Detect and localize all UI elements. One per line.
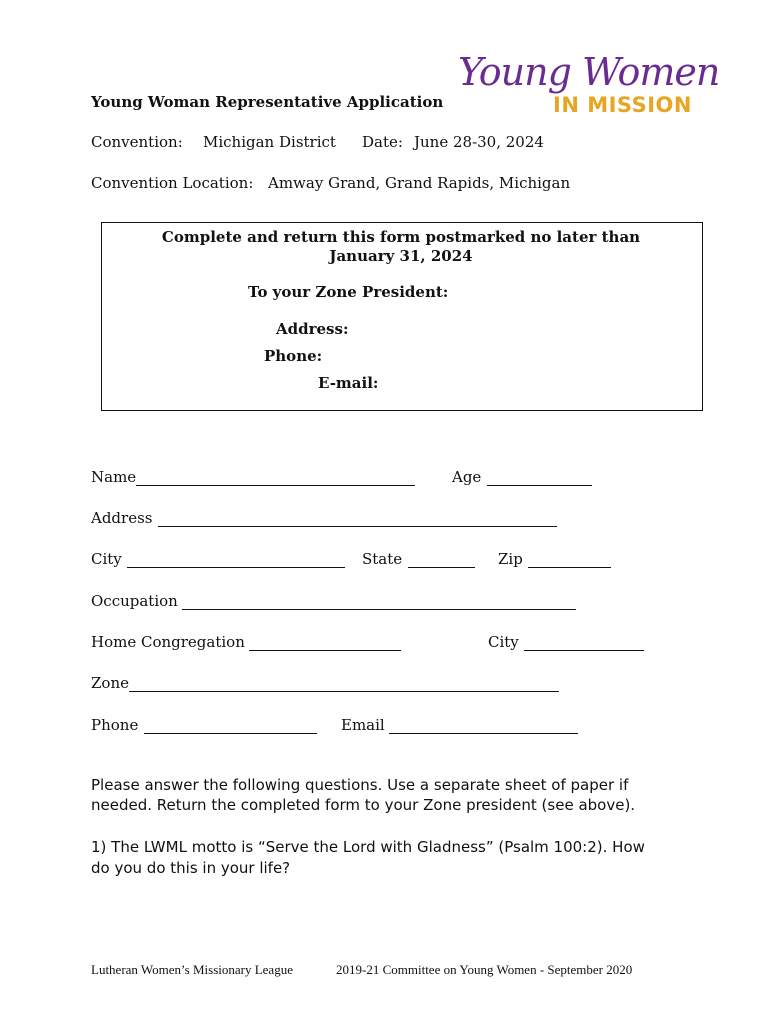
question-1-line-1: 1) The LWML motto is “Serve the Lord with Gladness” (Psalm 100:2). How: [91, 838, 645, 856]
notice-address-label: Address:: [276, 320, 349, 338]
date-label: Date:: [362, 133, 403, 151]
footer-committee: 2019-21 Committee on Young Women - September 2020: [336, 962, 633, 977]
notice-phone-label: Phone:: [264, 347, 323, 365]
logo-young-women: Young Women: [458, 50, 720, 94]
congregation-city-field[interactable]: [524, 650, 644, 651]
location-value: Amway Grand, Grand Rapids, Michigan: [268, 174, 571, 192]
zip-field[interactable]: [528, 567, 611, 568]
occupation-label: Occupation: [91, 592, 178, 610]
address-field[interactable]: [158, 526, 557, 527]
city-label: City: [91, 550, 122, 568]
age-label: Age: [452, 468, 482, 486]
instructions-line-1: Please answer the following questions. Use a separate sheet of paper if: [91, 776, 629, 794]
instructions-line-2: needed. Return the completed form to your Zone president (see above).: [91, 796, 636, 814]
home-congregation-label: Home Congregation: [91, 633, 245, 651]
email-label: Email: [341, 716, 385, 734]
form-title: Young Woman Representative Application: [91, 93, 444, 111]
email-field[interactable]: [389, 733, 578, 734]
footer-organization: Lutheran Women’s Missionary League: [91, 962, 293, 977]
notice-line-1: Complete and return this form postmarked no later than: [161, 228, 641, 246]
zip-label: Zip: [498, 550, 523, 568]
zone-label: Zone: [91, 674, 129, 692]
phone-label: Phone: [91, 716, 139, 734]
home-congregation-field[interactable]: [249, 650, 401, 651]
name-label: Name: [91, 468, 137, 486]
zone-field[interactable]: [129, 691, 559, 692]
age-field[interactable]: [487, 485, 592, 486]
occupation-field[interactable]: [182, 609, 576, 610]
convention-label: Convention:: [91, 133, 183, 151]
city-field[interactable]: [127, 567, 345, 568]
name-field[interactable]: [136, 485, 415, 486]
location-label: Convention Location:: [91, 174, 254, 192]
date-value: June 28-30, 2024: [414, 133, 544, 151]
question-1-line-2: do you do this in your life?: [91, 859, 291, 877]
notice-to-zone-president: To your Zone President:: [248, 283, 449, 301]
congregation-city-label: City: [488, 633, 519, 651]
state-field[interactable]: [408, 567, 475, 568]
logo-in-mission: IN MISSION: [553, 93, 692, 117]
state-label: State: [362, 550, 403, 568]
address-label: Address: [91, 509, 153, 527]
notice-email-label: E-mail:: [318, 374, 379, 392]
phone-field[interactable]: [144, 733, 317, 734]
notice-deadline: January 31, 2024: [329, 247, 473, 265]
convention-value: Michigan District: [203, 133, 336, 151]
